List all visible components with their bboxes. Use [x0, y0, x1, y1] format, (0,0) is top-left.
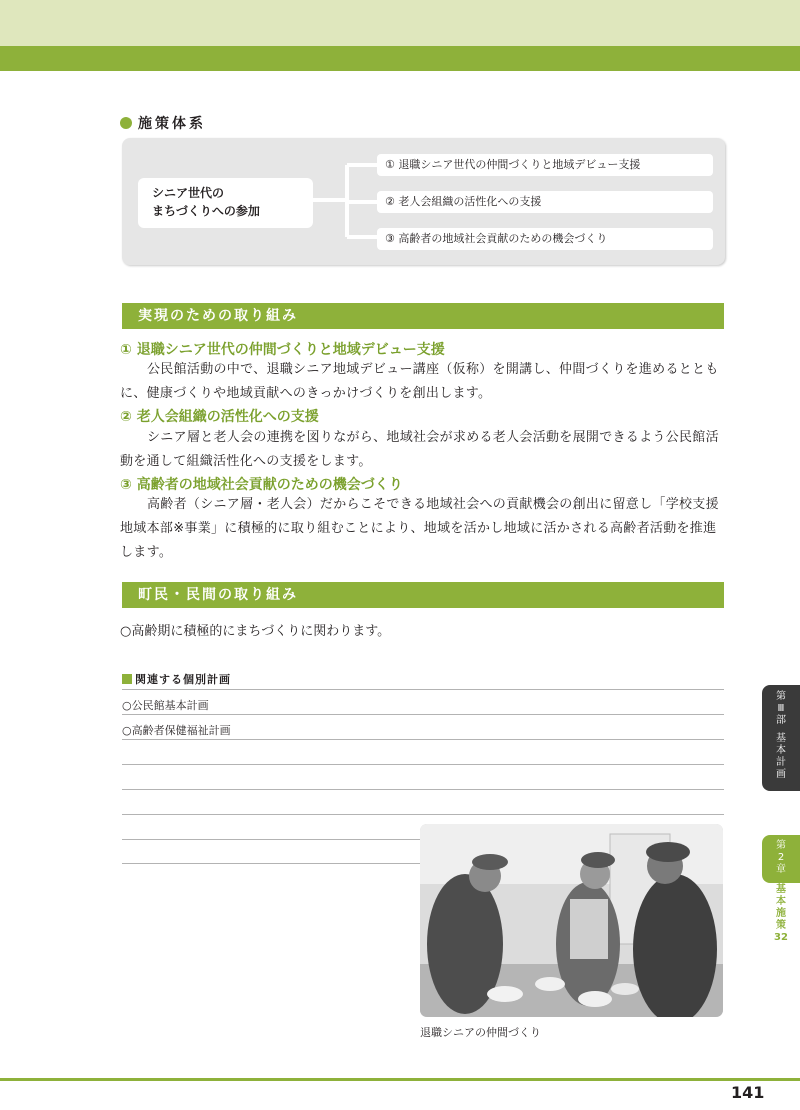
- efforts-band-title: 実現のための取り組み: [122, 303, 724, 329]
- policy-label-char: 32: [774, 932, 788, 943]
- policy-root-line2: まちづくりへの参加: [152, 204, 260, 218]
- policy-number-label: [762, 884, 800, 944]
- policy-system-title: [120, 113, 206, 133]
- part-tab-char: 画: [776, 769, 786, 780]
- private-effort-line: ○高齢期に積極的にまちづくりに関わります。: [120, 624, 391, 639]
- bullet-dot-icon: [120, 117, 132, 129]
- table-rule: [122, 764, 724, 765]
- policy-tree-connector: [313, 153, 383, 243]
- part-tab-char: Ⅲ: [777, 703, 785, 714]
- part-tab[interactable]: [762, 685, 800, 791]
- table-rule: [122, 739, 724, 740]
- chapter-tab-char: 章: [776, 864, 786, 875]
- chapter-tab-char: 2: [777, 852, 785, 863]
- table-rule: [122, 839, 420, 840]
- photo-caption: 退職シニアの仲間づくり: [420, 1026, 541, 1039]
- related-plans-title-text: 関連する個別計画: [135, 673, 231, 686]
- policy-label-char: 策: [776, 920, 786, 931]
- table-rule: [122, 814, 724, 815]
- policy-branch-3: ③ 高齢者の地域社会貢献のための機会づくり: [377, 228, 713, 250]
- policy-root-line1: シニア世代の: [152, 186, 225, 200]
- part-tab-char: 部: [776, 715, 786, 726]
- related-plans-title: [122, 671, 231, 687]
- policy-root-node: [138, 178, 313, 228]
- table-rule: [122, 789, 724, 790]
- table-rule: [122, 714, 724, 715]
- footer-rule: [0, 1078, 800, 1081]
- policy-branch-1: ① 退職シニア世代の仲間づくりと地域デビュー支援: [377, 154, 713, 176]
- part-tab-char: 第: [776, 691, 786, 702]
- page-number: 141: [731, 1083, 765, 1102]
- square-bullet-icon: [122, 674, 132, 684]
- policy-label-char: 施: [776, 908, 786, 919]
- policy-label-char: 本: [776, 896, 786, 907]
- related-plan-1: ○公民館基本計画: [122, 699, 209, 712]
- chapter-tab[interactable]: [762, 835, 800, 883]
- table-rule: [122, 863, 420, 864]
- effort-heading-1: ① 退職シニア世代の仲間づくりと地域デビュー支援: [120, 342, 445, 358]
- effort-body-1: 公民館活動の中で、退職シニア地域デビュー講座（仮称）を開講し、仲間づくりを進めるとともに、健康づくりや地域貢献へのきっかけづくりを創出します。: [120, 362, 719, 401]
- table-rule: [122, 689, 724, 690]
- effort-body-3: 高齢者（シニア層・老人会）だからこそできる地域社会への貢献機会の創出に留意し「学校支援地域本部※事業」に積極的に取り組むことにより、地域を活かし地域に活かされる高齢者活動を推進します。: [120, 497, 719, 560]
- part-tab-char: 本: [776, 745, 786, 756]
- chapter-tab-char: 第: [776, 840, 786, 851]
- related-plan-2: ○高齢者保健福祉計画: [122, 724, 231, 737]
- effort-heading-2: ② 老人会組織の活性化への支援: [120, 409, 319, 425]
- effort-body-2: シニア層と老人会の連携を図りながら、地域社会が求める老人会活動を展開できるよう公民館活動を通して組織活性化への支援をします。: [120, 430, 719, 469]
- seniors-photo: [420, 824, 723, 1017]
- policy-branch-2: ② 老人会組織の活性化への支援: [377, 191, 713, 213]
- policy-label-char: 基: [776, 884, 786, 895]
- header-band-light: [0, 0, 800, 46]
- header-band-green: [0, 46, 800, 71]
- effort-heading-3: ③ 高齢者の地域社会貢献のための機会づくり: [120, 477, 403, 493]
- private-band-title: 町民・民間の取り組み: [122, 582, 724, 608]
- part-tab-char: 計: [776, 757, 786, 768]
- policy-system-title-text: 施策体系: [138, 116, 206, 132]
- part-tab-char: 基: [776, 733, 786, 744]
